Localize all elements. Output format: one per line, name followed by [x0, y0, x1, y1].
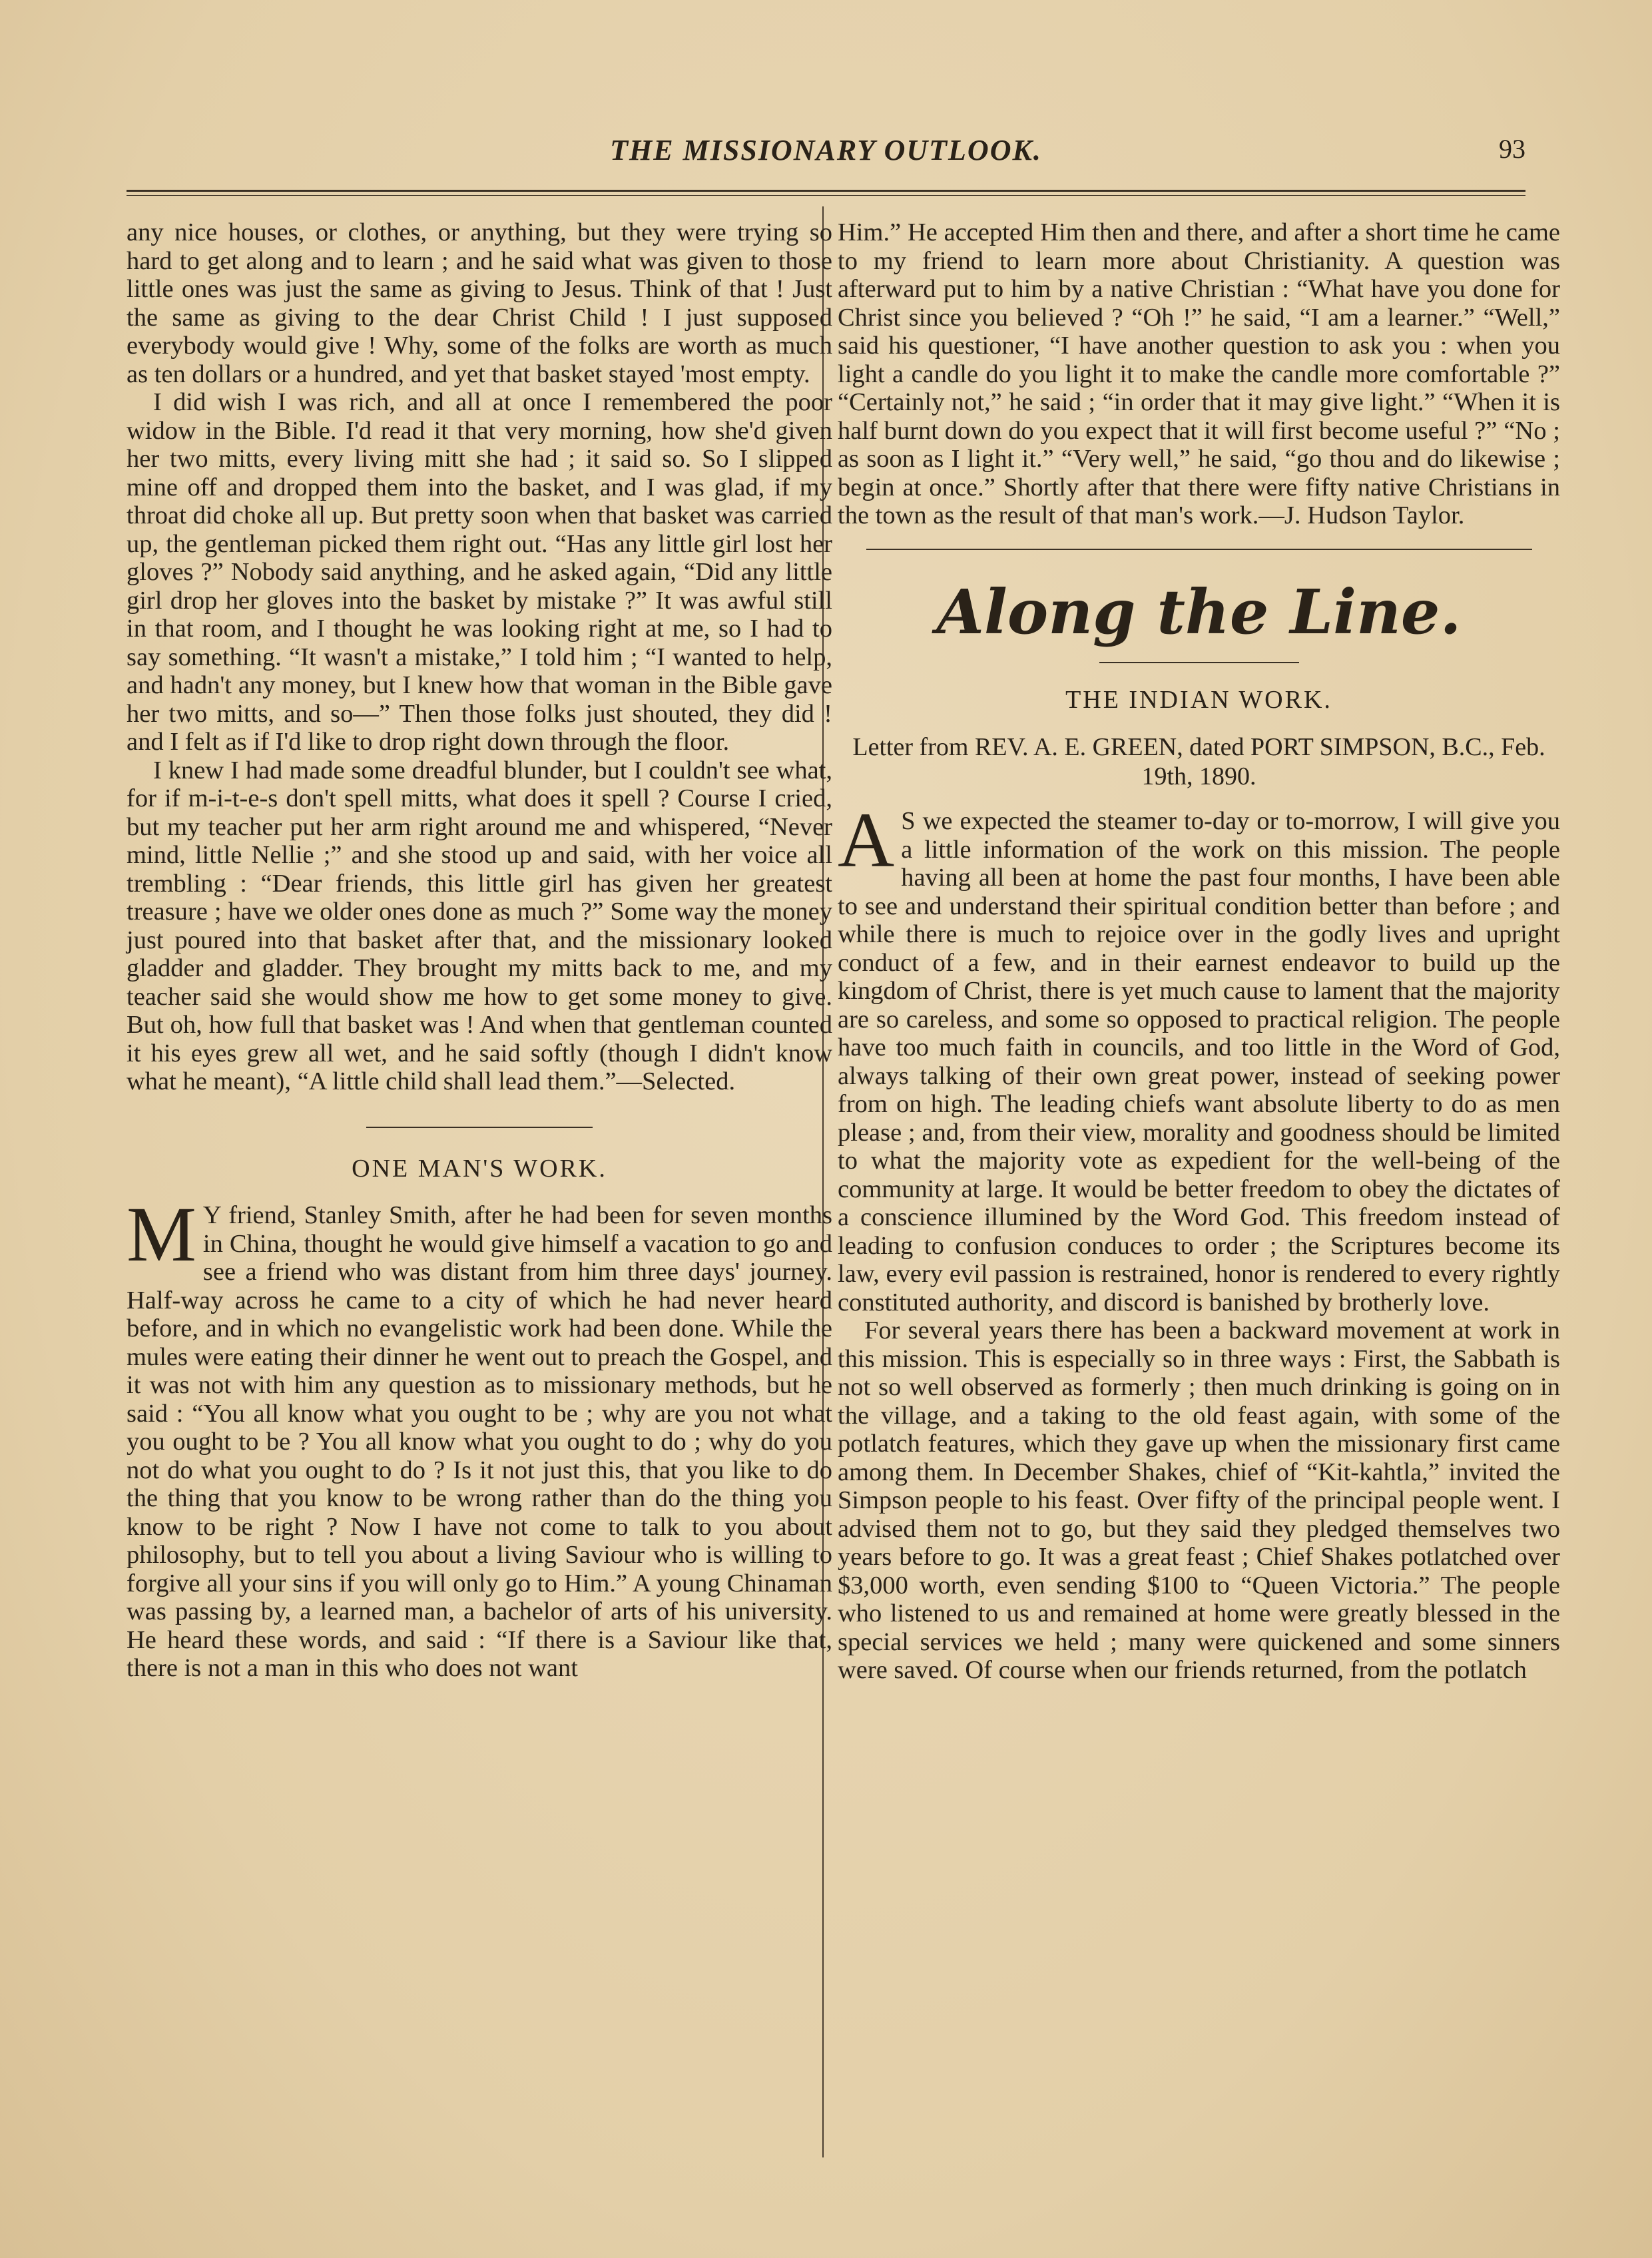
drop-cap: A [838, 796, 895, 884]
section-title-indian-work: THE INDIAN WORK. [1065, 685, 1332, 714]
running-head [127, 133, 1525, 180]
section-divider [1099, 662, 1299, 663]
paragraph [838, 796, 1560, 1316]
letter-byline: Letter from REV. A. E. GREEN, dated PORT SIMPSON, B.C., Feb. 19th, 1890. [852, 733, 1545, 790]
paragraph-text: Y friend, Stanley Smith, after he had been for seven months in China, thought he would give himself a vacation to go and see a friend who was distant from him three days' journey. Half-way across he came to a city of which he had never heard before, and in which no evangelistic work had been done. While the mules were eating their dinner he went out to preach the Gospel, and it was not with him any question as to missionary methods, but he said : “You all know what you ought to be ; why are you not what you ought to be ? You all know what you ought to do ; why do you not do what you ought to do ? Is it not just this, that you like to do the thing that you know to be wrong rather than do the thing you know to be right ? Now I have not come to talk to you about philosophy, but to tell you about a living Saviour who is willing to forgive all your sins if you will only go to Him.” A young Chinaman was passing by, a learned man, a bachelor of arts of his university. He heard these words, and said : “If there is a Saviour like that, there is not a man in this who does not want [127, 1201, 832, 1682]
right-column [838, 218, 1560, 1685]
section-title-one-mans-work: ONE MAN'S WORK. [352, 1154, 607, 1183]
paragraph: Him.” He accepted Him then and there, and after a short time he came to my friend to learn more about Christianity. A question was afterward put to him by a native Christian : “What have you done for Christ since you believed ? “Oh !” he said, “I am a learner.” “Well,” said his questioner, “I have another question to ask you : when you light a candle do you light it to make the candle more comfortable ?” “Certainly not,” he said ; “in order that it may give light.” “When it is half burnt down do you expect that it will first become useful ?” “No ; as soon as I light it.” “Very well,” he said, “go thou and do likewise ; begin at once.” Shortly after that there were fifty native Christians in the town as the result of that man's work.—J. Hudson Taylor. [838, 218, 1560, 529]
paragraph-text: S we expected the steamer to-day or to-morrow, I will give you a little information of the work on this mission. The people having all been at home the past four months, I have been able to see and understand their spiritual condition better than before ; and while there is much to rejoice over in the godly lives and upright conduct of a few, and in their earnest endeavor to build up the kingdom of Christ, there is yet much cause to lament that the majority are so careless, and some so opposed to practical religion. The people have too much faith in councils, and too little in the Word of God, always talking of their own great power, instead of seeking power from on high. The leading chiefs want absolute liberty to do as men please ; and, from their view, morality and goodness should be limited to what the majority vote as expedient for the well-being of the community at large. It would be better freedom to obey the dictates of a conscience illumined by the Word God. This freedom instead of leading to confusion conduces to order ; the Scriptures become its law, every evil passion is restrained, honor is rendered to every rightly constituted authority, and discord is banished by brotherly love. [838, 807, 1560, 1316]
drop-cap: M [127, 1191, 196, 1278]
paragraph: For several years there has been a backward movement at work in this mission. This is especially so in three ways : First, the Sabbath is not so well observed as formerly ; then much drinking is going on in the village, and a taking to the old feast again, with some of the potlatch features, which they gave up when the missionary first came among them. In December Shakes, chief of “Kit-kahtla,” invited the Simpson people to his feast. Over fifty of the principal people went. I advised them not to go, but they said they pledged themselves two years before to go. It was a great feast ; Chief Shakes potlatched over $3,000 worth, even sending $100 to “Queen Victoria.” The people who listened to us and remained at home were greatly blessed in the special services we held ; many were quickened and some sinners were saved. Of course when our friends returned, from the potlatch [838, 1316, 1560, 1684]
paragraph: I did wish I was rich, and all at once I remembered the poor widow in the Bible. I'd read it that very morning, how she'd given her two mitts, every living mitt she had ; it said so. So I slipped mine off and dropped them into the basket, and I was glad, if my throat did choke all up. But pretty soon when that basket was carried up, the gentleman picked them right out. “Has any little girl lost her gloves ?” Nobody said anything, and he asked again, “Did any little girl drop her gloves into the basket by mistake ?” It was awful still in that room, and I thought he was looking right at me, so I had to say something. “It wasn't a mistake,” I told him ; “I wanted to help, and hadn't any money, but I knew how that woman in the Bible gave her two mitts, and so—” Then those folks just shouted, they did ! and I felt as if I'd like to drop right down through the floor. [127, 388, 832, 756]
paragraph [127, 1191, 832, 1683]
header-rule [127, 190, 1525, 196]
section-divider [366, 1127, 593, 1128]
left-column [127, 218, 832, 1683]
paragraph: any nice houses, or clothes, or anything, but they were trying so hard to get along and to learn ; and he said what was given to those little ones was just the same as giving to Jesus. Think of that ! Just the same as giving to the dear Christ Child ! I just supposed everybody would give ! Why, some of the folks are worth as much as ten dollars or a hundred, and yet that basket stayed 'most empty. [127, 218, 832, 388]
paragraph: I knew I had made some dreadful blunder, but I couldn't see what, for if m-i-t-e-s don't spell mitts, what does it spell ? Course I cried, but my teacher put her arm right around me and whispered, “Never mind, little Nellie ;” and she stood up and said, with her voice all trembling : “Dear friends, this little girl has given her greatest treasure ; have we older ones done as much ?” Some way the money just poured into that basket after that, and the missionary looked gladder and gladder. They brought my mitts back to me, and my teacher said she would show me how to get some money to give. But oh, how full that basket was ! And when that gentleman counted it his eyes grew all wet, and he said softly (though I didn't know what he meant), “A little child shall lead them.”—Selected. [127, 756, 832, 1095]
department-heading: Along the Line. [936, 575, 1462, 648]
running-title: THE MISSIONARY OUTLOOK. [610, 134, 1042, 166]
page-number: 93 [1499, 134, 1525, 164]
section-divider [866, 549, 1532, 550]
